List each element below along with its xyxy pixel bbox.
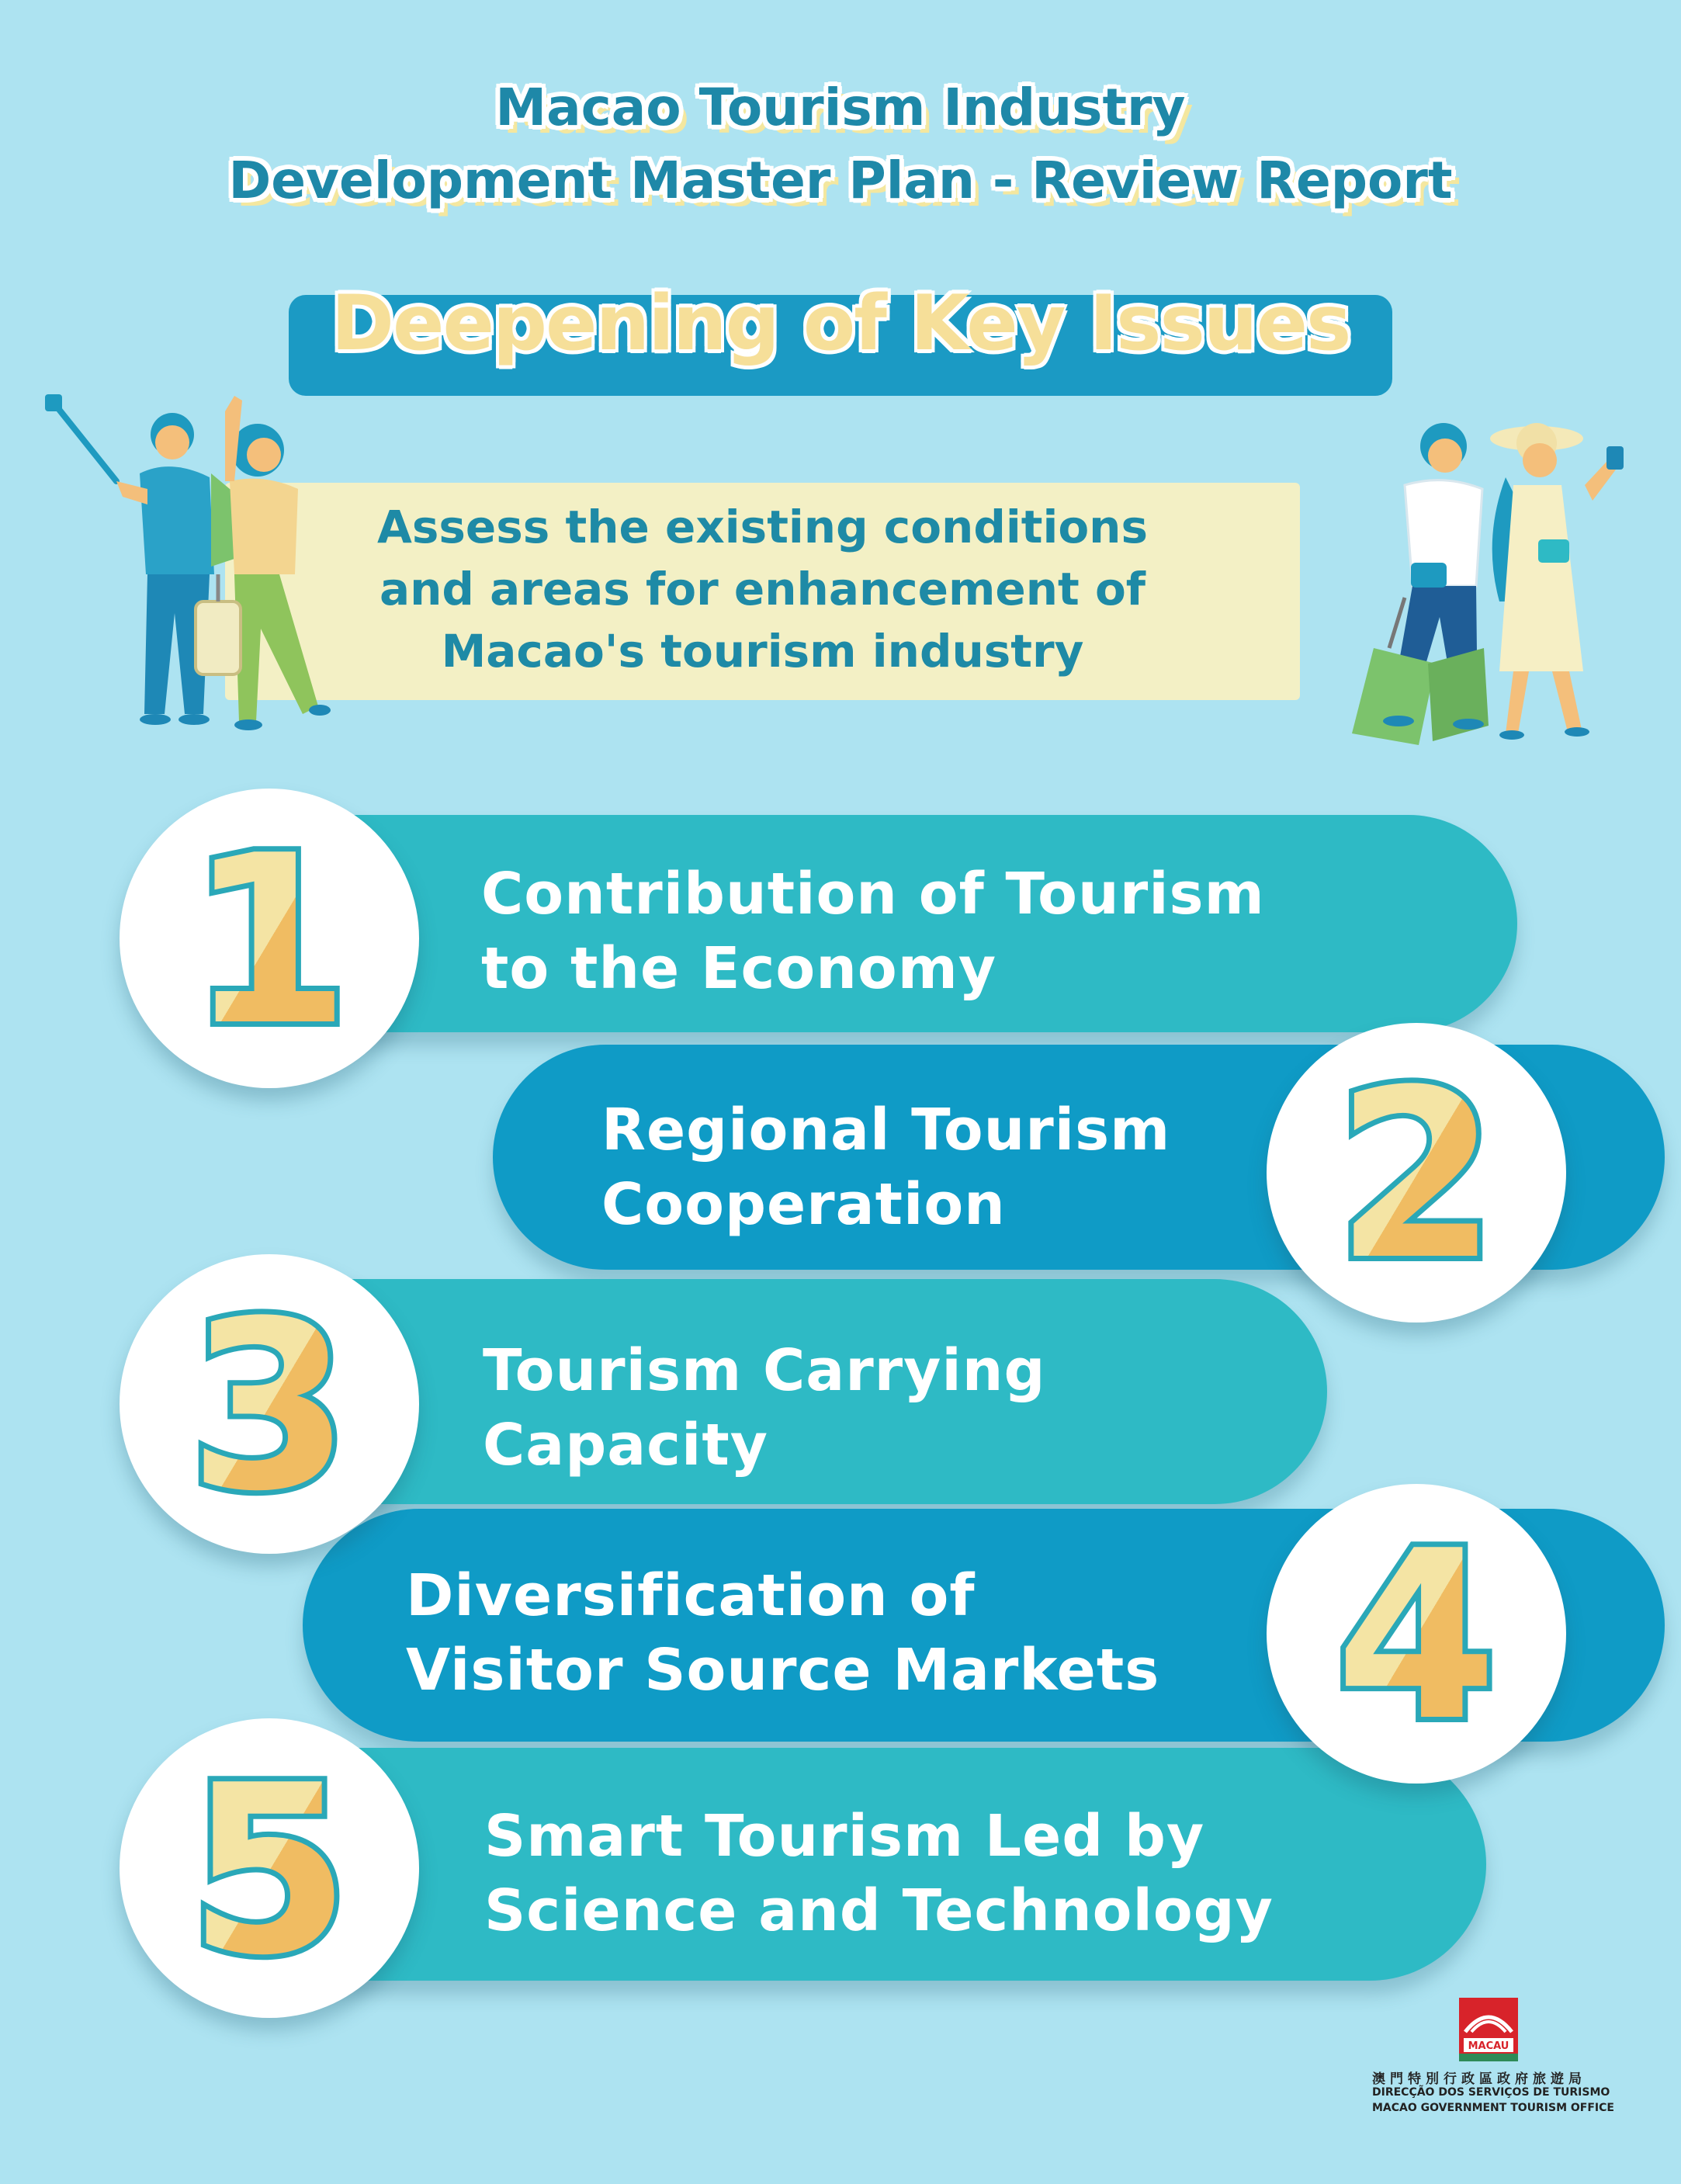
number-4-badge bbox=[1267, 1484, 1566, 1784]
issue-2-text bbox=[601, 1093, 1170, 1242]
org-name-chinese: 澳門特別行政區政府旅遊局 bbox=[1372, 2071, 1586, 2087]
issue-1-line-1: Contribution of Tourism bbox=[481, 861, 1265, 927]
intro-line-1: Assess the existing conditions bbox=[377, 501, 1148, 553]
logo-label: MACAU bbox=[1468, 2040, 1509, 2052]
travellers-selfie-illustration bbox=[31, 380, 357, 737]
issue-5-line-2: Science and Technology bbox=[484, 1877, 1274, 1944]
issue-3-text bbox=[483, 1333, 1045, 1482]
issue-4-line-1: Diversification of bbox=[406, 1562, 976, 1629]
number-circle-5 bbox=[120, 1718, 419, 2018]
intro-line-3: Macao's tourism industry bbox=[441, 625, 1084, 678]
macao-tourism-logo bbox=[1459, 1998, 1518, 2061]
issue-2-line-1: Regional Tourism bbox=[601, 1097, 1171, 1163]
subtitle: Deepening of Key Issues bbox=[331, 279, 1350, 368]
issue-4-text bbox=[406, 1558, 1159, 1707]
title-line-2: Development Master Plan - Review Report bbox=[228, 151, 1453, 210]
number-5-badge bbox=[120, 1718, 419, 2018]
issue-5-line-1: Smart Tourism Led by bbox=[484, 1803, 1205, 1870]
org-name-portuguese: DIRECÇÃO DOS SERVIÇOS DE TURISMO bbox=[1372, 2086, 1610, 2099]
issue-1-text bbox=[481, 857, 1265, 1006]
issue-5-text bbox=[484, 1799, 1274, 1948]
number-2: 2 bbox=[1335, 1040, 1498, 1311]
number-4: 4 bbox=[1335, 1501, 1498, 1772]
number-3-badge bbox=[120, 1254, 419, 1554]
number-1-badge bbox=[120, 789, 419, 1088]
issue-3-line-2: Capacity bbox=[483, 1412, 768, 1479]
issue-3-line-1: Tourism Carrying bbox=[483, 1337, 1046, 1404]
number-2-badge bbox=[1267, 1023, 1566, 1323]
number-circle-4 bbox=[1267, 1484, 1566, 1784]
number-1: 1 bbox=[188, 806, 351, 1076]
title-line-1: Macao Tourism Industry bbox=[495, 78, 1186, 137]
number-circle-2 bbox=[1267, 1023, 1566, 1323]
org-name-english: MACAO GOVERNMENT TOURISM OFFICE bbox=[1372, 2102, 1614, 2114]
issue-1-line-2: to the Economy bbox=[481, 935, 997, 1002]
intro-line-2: and areas for enhancement of bbox=[379, 563, 1146, 615]
number-5: 5 bbox=[188, 1735, 351, 2006]
issue-2-line-2: Cooperation bbox=[601, 1171, 1006, 1238]
travellers-luggage-illustration bbox=[1281, 415, 1638, 749]
number-circle-1 bbox=[120, 789, 419, 1088]
number-circle-3 bbox=[120, 1254, 419, 1554]
number-3: 3 bbox=[188, 1271, 351, 1542]
issue-4-line-2: Visitor Source Markets bbox=[406, 1637, 1160, 1704]
